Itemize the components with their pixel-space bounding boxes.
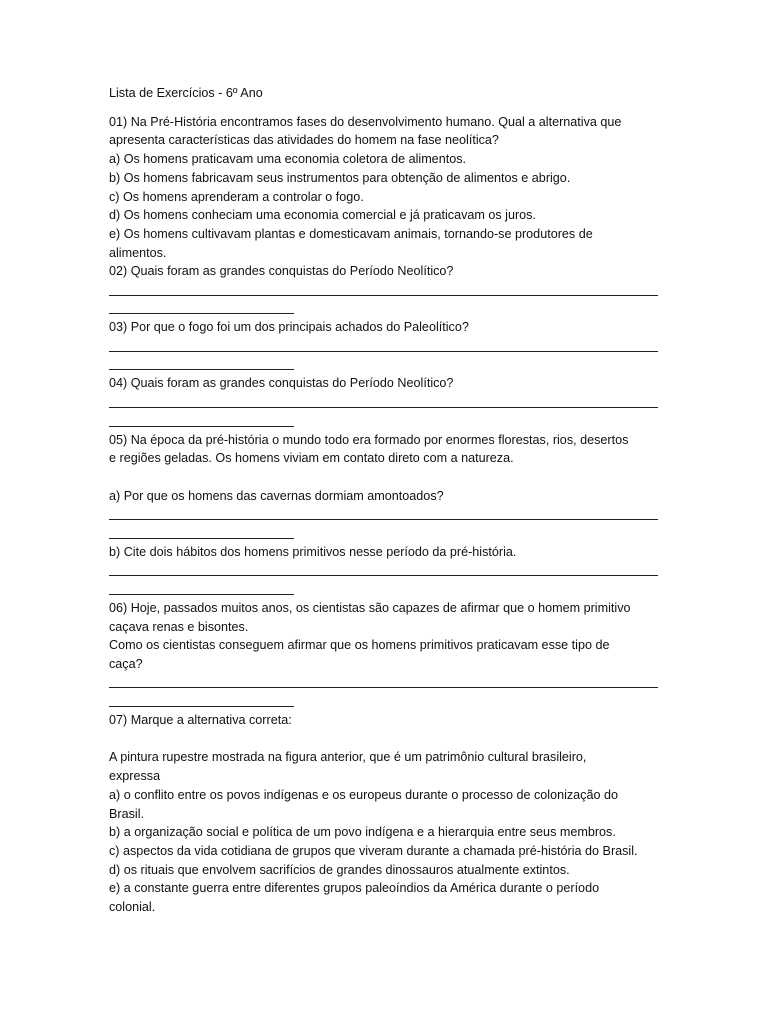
answer-line[interactable] — [109, 337, 658, 356]
question-4-stem: 04) Quais foram as grandes conquistas do Período Neolítico? — [109, 376, 454, 391]
question-1-option-c: c) Os homens aprenderam a controlar o fogo. — [109, 189, 364, 204]
question-5a-stem: a) Por que os homens das cavernas dormiam amontoados? — [109, 488, 444, 503]
question-2-stem: 02) Quais foram as grandes conquistas do Período Neolítico? — [109, 264, 454, 279]
question-7-text-line: expressa — [109, 769, 161, 784]
question-2 — [109, 262, 658, 318]
question-5 — [109, 431, 658, 599]
question-7-option-d: d) os rituais que envolvem sacrifícios de grandes dinossauros atualmente extintos. — [109, 862, 570, 877]
question-1-option-e-cont: alimentos. — [109, 245, 167, 260]
question-1 — [109, 113, 658, 263]
question-3 — [109, 318, 658, 374]
question-6 — [109, 599, 658, 711]
question-7-option-a-cont: Brasil. — [109, 806, 144, 821]
question-1-option-a: a) Os homens praticavam uma economia coletora de alimentos. — [109, 152, 466, 167]
document-title: Lista de Exercícios - 6º Ano — [109, 86, 263, 100]
answer-line-short[interactable] — [109, 300, 294, 319]
question-7-option-e-cont: colonial. — [109, 900, 156, 915]
question-6-stem-line: Como os cientistas conseguem afirmar que os homens primitivos praticavam esse tipo de — [109, 638, 610, 653]
answer-line-short[interactable] — [109, 692, 294, 711]
question-5b-stem: b) Cite dois hábitos dos homens primitivos nesse período da pré-história. — [109, 544, 517, 559]
answer-line[interactable] — [109, 561, 658, 580]
answer-line[interactable] — [109, 674, 658, 693]
spacer — [109, 730, 658, 749]
question-1-stem-line: 01) Na Pré-História encontramos fases do desenvolvimento humano. Qual a alternativa que — [109, 114, 622, 129]
answer-line-short[interactable] — [109, 412, 294, 431]
question-1-option-b: b) Os homens fabricavam seus instrumentos para obtenção de alimentos e abrigo. — [109, 170, 571, 185]
question-5-stem-line: 05) Na época da pré-história o mundo todo era formado por enormes florestas, rios, desertos — [109, 432, 629, 447]
question-7-option-a: a) o conflito entre os povos indígenas e os europeus durante o processo de colonização do — [109, 787, 618, 802]
question-7-option-e: e) a constante guerra entre diferentes grupos paleoíndios da América durante o período — [109, 881, 600, 896]
question-6-stem-line: caçava renas e bisontes. — [109, 619, 249, 634]
question-7-option-b: b) a organização social e política de um povo indígena e a hierarquia entre seus membros. — [109, 825, 616, 840]
question-1-option-e: e) Os homens cultivavam plantas e domesticavam animais, tornando-se produtores de — [109, 226, 593, 241]
answer-line-short[interactable] — [109, 524, 294, 543]
question-6-stem-line: 06) Hoje, passados muitos anos, os cientistas são capazes de afirmar que o homem primitivo — [109, 600, 631, 615]
question-1-stem-line: apresenta características das atividades do homem na fase neolítica? — [109, 133, 499, 148]
question-7-text-line: A pintura rupestre mostrada na figura anterior, que é um patrimônio cultural brasileiro, — [109, 750, 587, 765]
question-3-stem: 03) Por que o fogo foi um dos principais achados do Paleolítico? — [109, 320, 469, 335]
answer-line-short[interactable] — [109, 580, 294, 599]
question-5-stem-line: e regiões geladas. Os homens viviam em contato direto com a natureza. — [109, 451, 514, 466]
answer-line-short[interactable] — [109, 356, 294, 375]
question-4 — [109, 374, 658, 430]
answer-line[interactable] — [109, 281, 658, 300]
question-7-stem: 07) Marque a alternativa correta: — [109, 713, 292, 727]
answer-line[interactable] — [109, 505, 658, 524]
question-1-option-d: d) Os homens conheciam uma economia comercial e já praticavam os juros. — [109, 208, 536, 223]
question-7-option-c: c) aspectos da vida cotidiana de grupos que viveram durante a chamada pré-história do Brasil. — [109, 843, 638, 858]
answer-line[interactable] — [109, 393, 658, 412]
spacer — [109, 468, 658, 487]
question-6-stem-line: caça? — [109, 656, 143, 671]
question-7 — [109, 711, 658, 917]
